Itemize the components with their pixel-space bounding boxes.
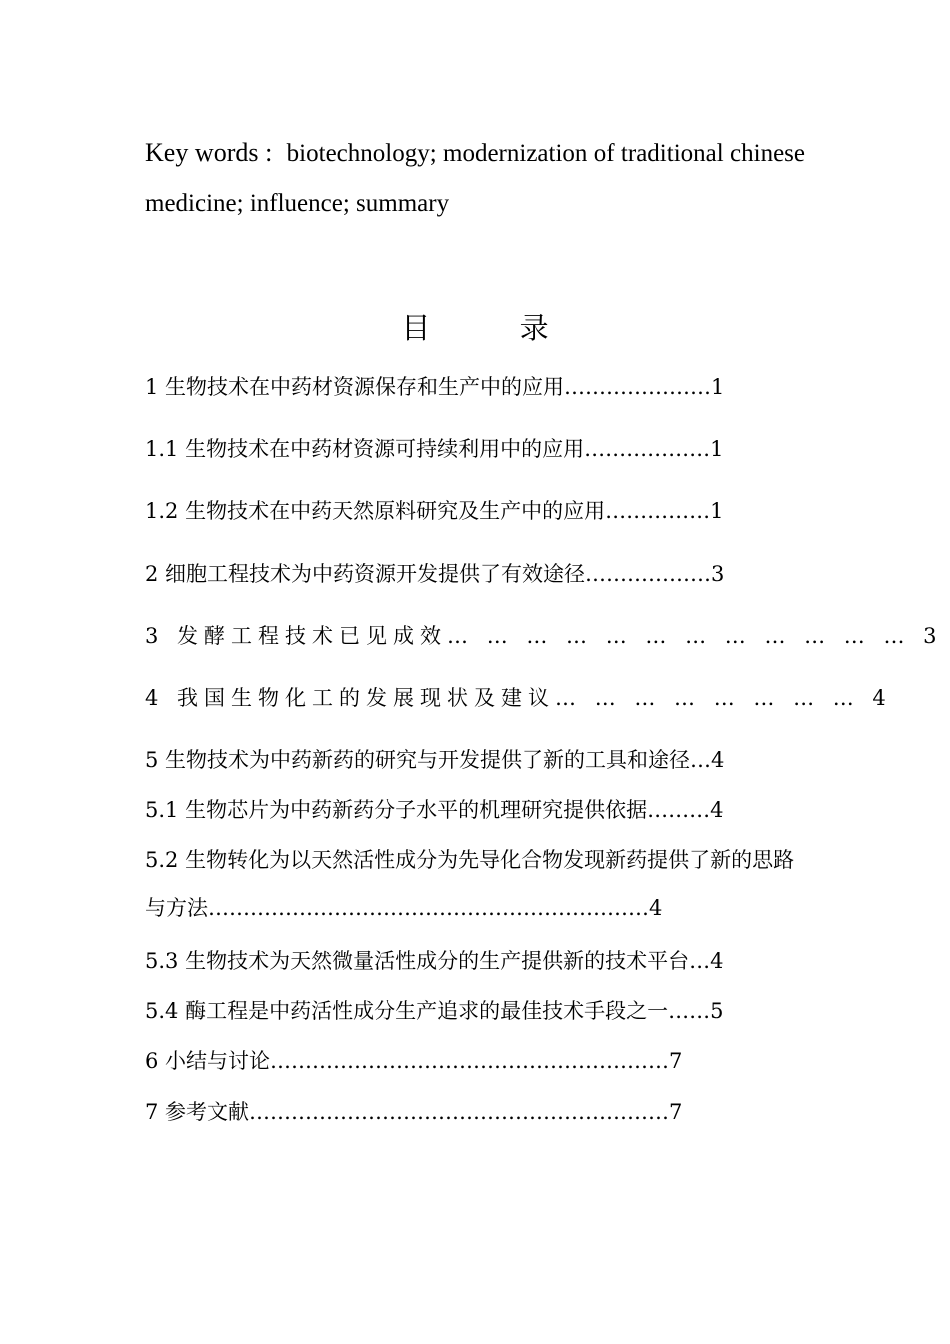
toc-entry-1-1[interactable]: 1.1 生物技术在中药材资源可持续利用中的应用………………1 [145, 437, 724, 461]
toc-entry-2[interactable]: 2 细胞工程技术为中药资源开发提供了有效途径………………3 [145, 562, 725, 586]
toc-entry-6[interactable]: 6 小结与讨论…………………………………………………7 [145, 1049, 683, 1073]
toc-entry-5-1[interactable]: 5.1 生物芯片为中药新药分子水平的机理研究提供依据………4 [145, 798, 724, 822]
keywords-text: biotechnology; modernization of traditional chinese medicine; influence; summary [145, 140, 805, 217]
toc-title: 目 录 [401, 311, 589, 345]
toc-entry-5-3[interactable]: 5.3 生物技术为天然微量活性成分的生产提供新的技术平台…4 [145, 949, 724, 973]
toc-entry-5[interactable]: 5 生物技术为中药新药的研究与开发提供了新的工具和途径…4 [145, 748, 725, 772]
toc-entry-5-4[interactable]: 5.4 酶工程是中药活性成分生产追求的最佳技术手段之一……5 [145, 999, 724, 1023]
toc-entry-3[interactable]: 3 发酵工程技术已见成效… … … … … … … … … … … … 3 [145, 624, 943, 648]
toc-entry-5-2[interactable]: 5.2 生物转化为以天然活性成分为先导化合物发现新药提供了新的思路与方法………………………………………………………4 [145, 848, 795, 920]
toc-entry-7[interactable]: 7 参考文献……………………………………………………7 [145, 1100, 683, 1124]
keywords-label: Key words : [145, 138, 273, 167]
keywords-paragraph [145, 128, 805, 229]
toc-entry-4[interactable]: 4 我国生物化工的发展现状及建议… … … … … … … … 4 [145, 686, 892, 710]
toc-entry-1-2[interactable]: 1.2 生物技术在中药天然原料研究及生产中的应用……………1 [145, 499, 724, 523]
toc-entry-1[interactable]: 1 生物技术在中药材资源保存和生产中的应用…………………1 [145, 375, 725, 399]
